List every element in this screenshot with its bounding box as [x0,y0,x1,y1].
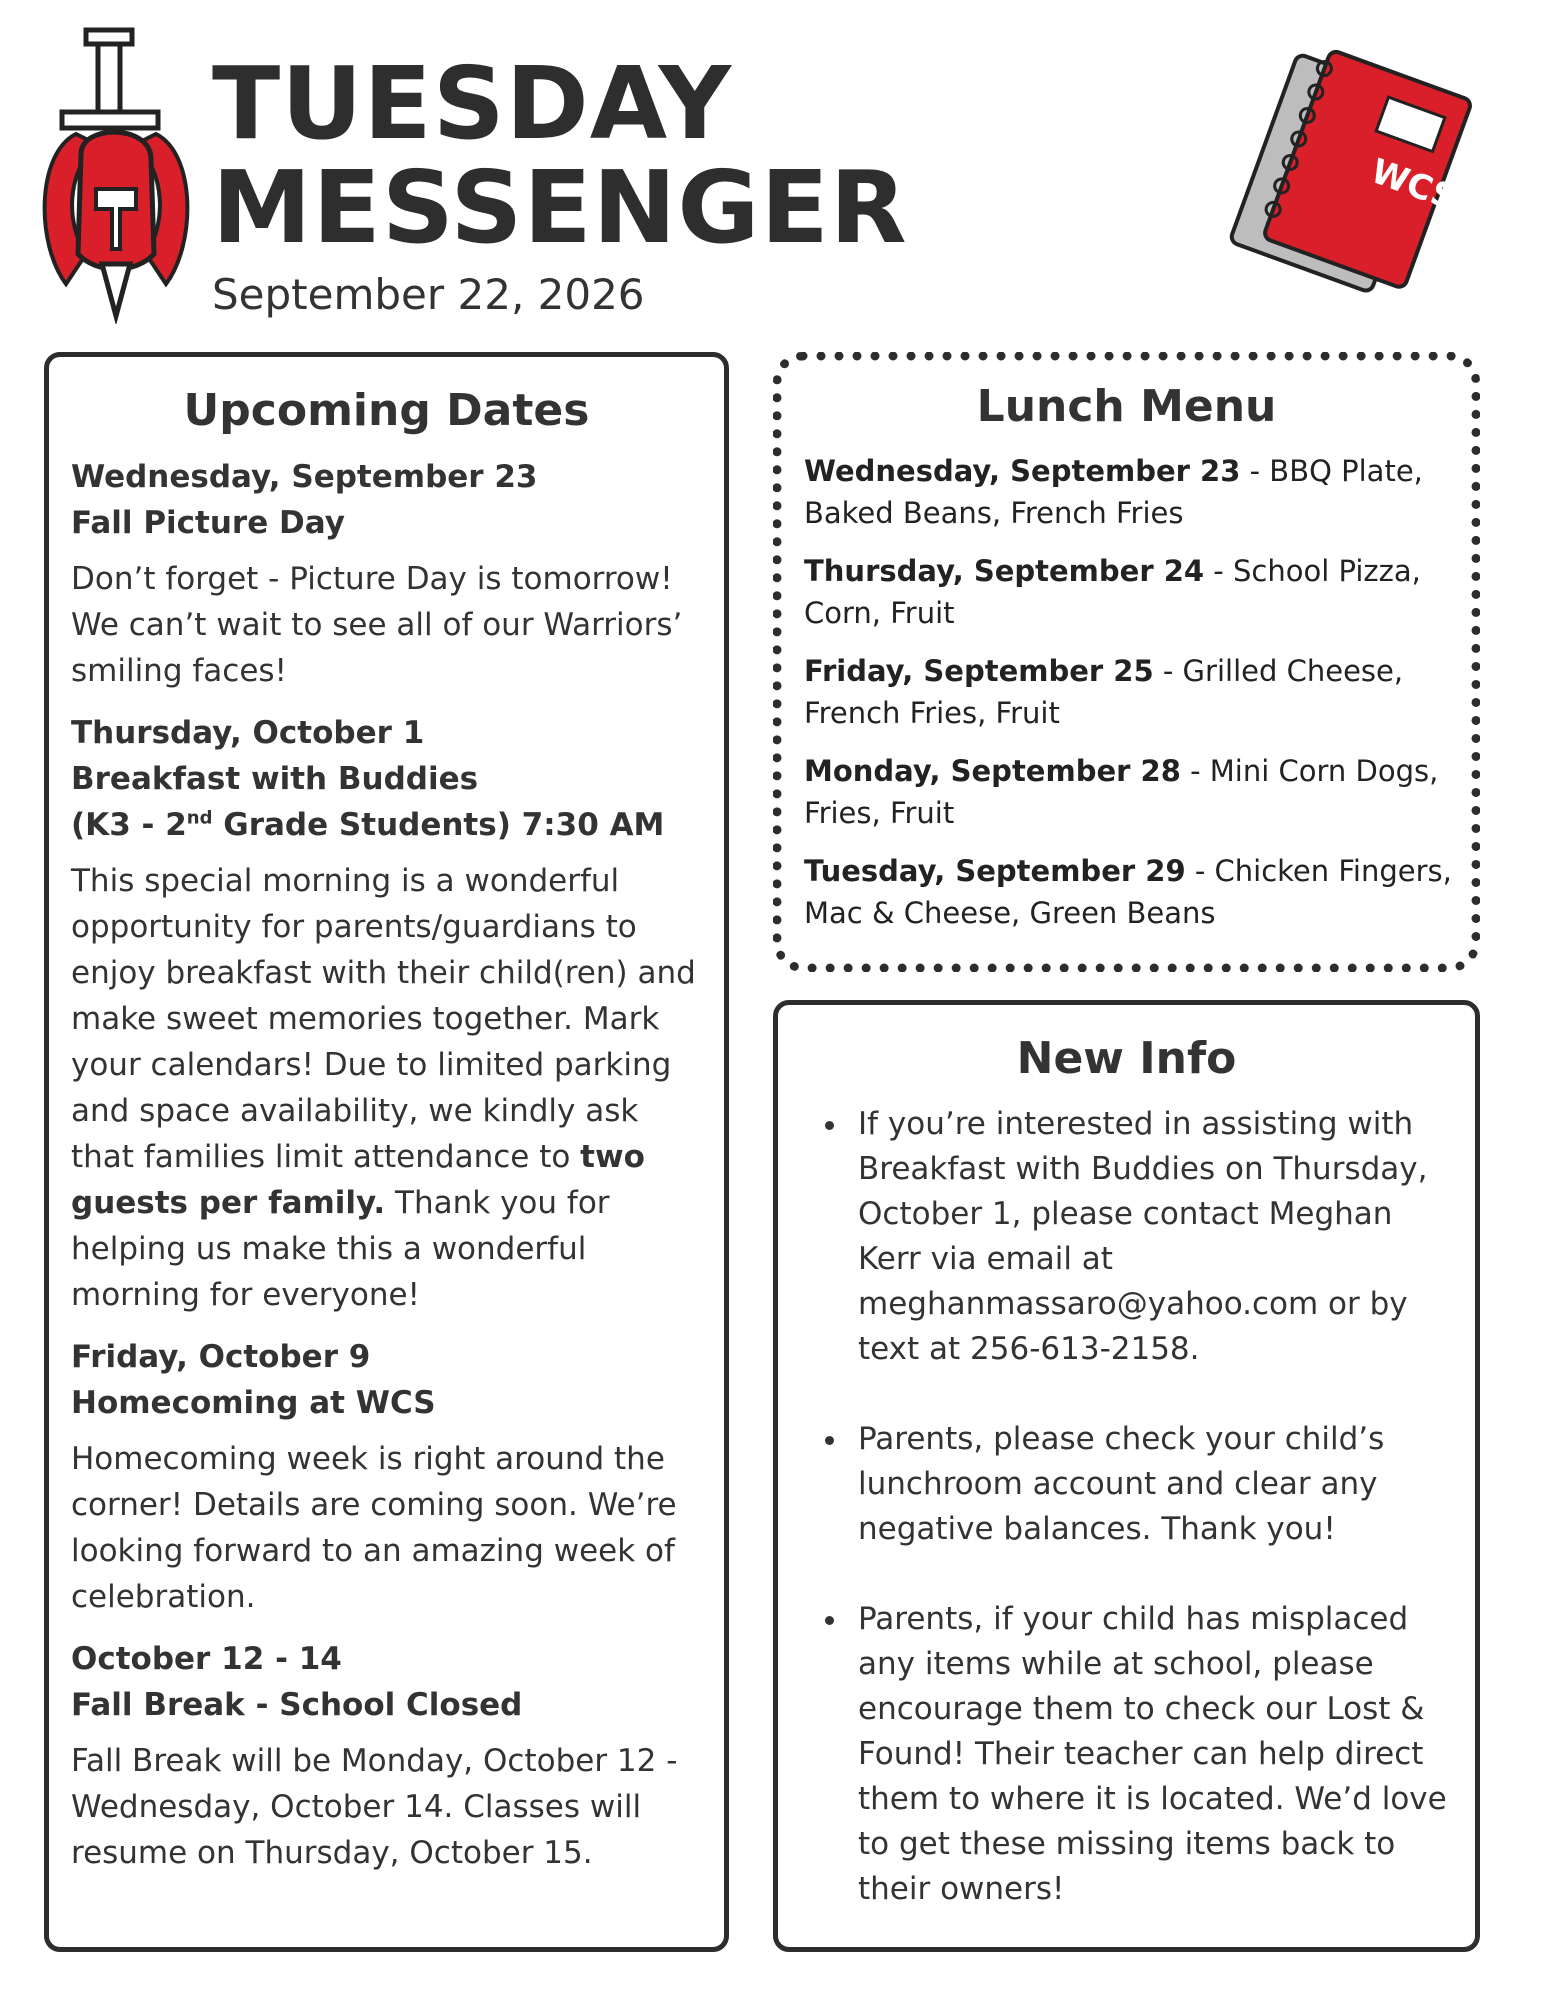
title-line-1: TUESDAY [212,45,732,162]
lunch-menu-text: - Grilled Cheese, French Fries, Fruit [804,654,1404,730]
lunch-day: Friday, September 25 [804,654,1154,688]
new-info-list [800,1102,1453,1912]
event-name: Breakfast with Buddies [71,761,479,797]
event-description: Homecoming week is right around the corner! Details are coming soon. We’re looking forward to an amazing week of celebration. [71,1441,677,1615]
lunch-day: Thursday, September 24 [804,554,1205,588]
lunch-item [804,850,1453,934]
event-name: Fall Break - School Closed [71,1687,523,1723]
event-homecoming [71,1334,702,1620]
grade-post: Grade Students) 7:30 AM [212,807,665,843]
lunch-item [804,650,1453,734]
newsletter-title [212,45,908,266]
notebook-illustration [1218,40,1488,320]
event-date: Friday, October 9 [71,1339,371,1375]
info-item: • Parents, if your child has misplaced any items while at school, please encourage them to check our Lost & Found! Their teacher can help direct them to where it is located. We’d love to get these missing items back to their owners! [850,1597,1453,1912]
lunch-menu-title: Lunch Menu [976,381,1277,432]
lunch-menu-text: - BBQ Plate, Baked Beans, French Fries [804,454,1423,530]
grade-sup: nd [186,807,213,829]
issue-date: September 22, 2026 [212,270,645,319]
lunch-item [804,550,1453,634]
event-date: Thursday, October 1 [71,715,425,751]
body-pre: This special morning is a wonderful opportunity for parents/guardians to enjoy breakfast with their child(ren) and make sweet memories together. Mark your calendars! Due to limited parking and space availability, we kindly ask that families limit attendance to [71,863,696,1175]
upcoming-dates-title: Upcoming Dates [183,385,590,436]
new-info-panel [773,1000,1480,1952]
lunch-day: Tuesday, September 29 [804,854,1186,888]
newsletter-header [0,0,1545,340]
info-item: • Parents, please check your child’s lunchroom account and clear any negative balances. Thank you! [850,1417,1453,1552]
lunch-menu-text: - School Pizza, Corn, Fruit [804,554,1421,630]
body-post: Thank you for helping us make this a wonderful morning for everyone! [71,1185,610,1313]
lunch-day: Wednesday, September 23 [804,454,1241,488]
lunch-item [804,750,1453,834]
event-description: Don’t forget - Picture Day is tomorrow! We can’t wait to see all of our Warriors’ smiling faces! [71,561,683,689]
lunch-menu-text: - Mini Corn Dogs, Fries, Fruit [804,754,1439,830]
lunch-menu-panel [773,352,1480,972]
warrior-helmet-logo [36,24,196,324]
grade-pre: (K3 - 2 [71,807,187,843]
event-description [71,858,702,1318]
body-bold: two guests per family. [71,1139,645,1221]
event-name: Homecoming at WCS [71,1385,436,1421]
event-picture-day [71,454,702,694]
upcoming-dates-panel [44,352,729,1952]
event-date: Wednesday, September 23 [71,459,538,495]
event-name: Fall Picture Day [71,505,345,541]
event-date: October 12 - 14 [71,1641,342,1677]
event-grade-time [71,802,702,848]
event-breakfast-buddies [71,710,702,1318]
event-fall-break [71,1636,702,1876]
notebook-label: WCS [1365,151,1462,219]
lunch-menu-text: - Chicken Fingers, Mac & Cheese, Green Beans [804,854,1452,930]
info-item: • If you’re interested in assisting with Breakfast with Buddies on Thursday, October 1, please contact Meghan Kerr via email at meghanmassaro@yahoo.com or by text at 256-613-2158. [850,1102,1453,1372]
new-info-title: New Info [1016,1033,1237,1084]
title-line-2: MESSENGER [212,149,908,266]
event-description: Fall Break will be Monday, October 12 - Wednesday, October 14. Classes will resume on Thursday, October 15. [71,1743,678,1871]
lunch-item [804,450,1453,534]
lunch-day: Monday, September 28 [804,754,1181,788]
